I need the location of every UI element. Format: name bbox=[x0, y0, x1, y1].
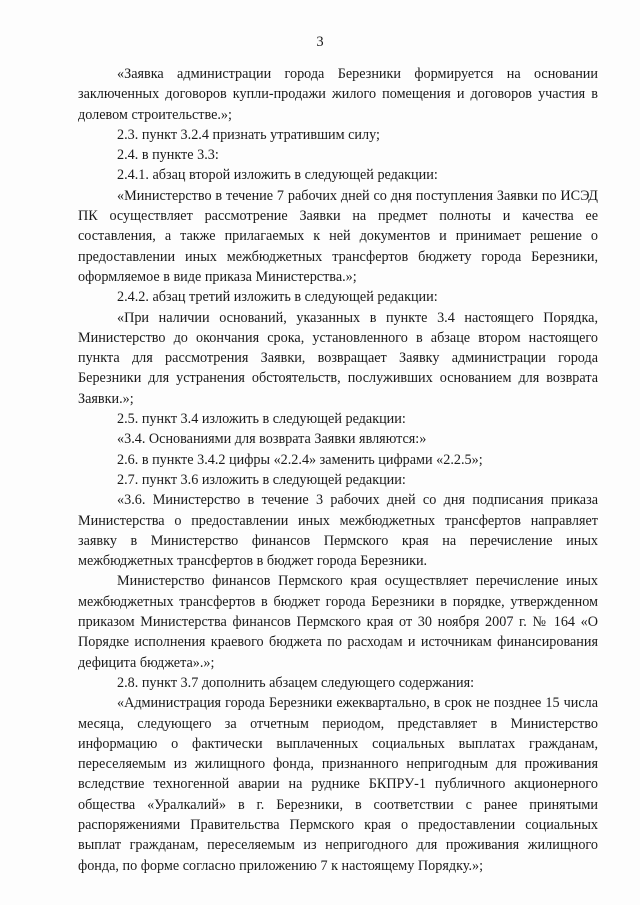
paragraph: 2.4.2. абзац третий изложить в следующей редакции: bbox=[117, 289, 438, 306]
page-number: 3 bbox=[316, 34, 324, 50]
paragraph: «3.4. Основаниями для возврата Заявки являются:» bbox=[117, 431, 427, 448]
paragraph: 2.4. в пункте 3.3: bbox=[117, 147, 219, 164]
paragraph: 2.3. пункт 3.2.4 признать утратившим силу; bbox=[117, 126, 380, 143]
paragraph: 2.4.1. абзац второй изложить в следующей редакции: bbox=[117, 167, 438, 184]
paragraph: Министерство финансов Пермского края осуществляет перечисление иных межбюджетных трансфертов в бюджет города Березники в порядке, утвержденном приказом Министерства финансов Пермского края от 30 ноября 2007 г. № 164 «О Порядке исполнения краевого бюджета по расходам и источникам финансирования дефицита бюджета».»; bbox=[78, 573, 598, 671]
document-body bbox=[78, 64, 598, 876]
paragraph: 2.8. пункт 3.7 дополнить абзацем следующего содержания: bbox=[117, 674, 475, 691]
paragraph: «Заявка администрации города Березники формируется на основании заключенных договоров купли-продажи жилого помещения и договоров участия в долевом строительстве.»; bbox=[78, 66, 598, 123]
paragraph: «3.6. Министерство в течение 3 рабочих дней со дня подписания приказа Министерства о предоставлении иных межбюджетных трансфертов направляет заявку в Министерство финансов Пермского края на перечисление иных межбюджетных трансфертов в бюджет города Березники. bbox=[78, 492, 598, 570]
paragraph: «При наличии оснований, указанных в пункте 3.4 настоящего Порядка, Министерство до окончания срока, установленного в абзаце втором настоящего пункта для рассмотрения Заявки, возвращает Заявку администрации города Березники для устранения обстоятельств, послуживших основанием для возврата Заявки.»; bbox=[78, 309, 598, 407]
paragraph: 2.6. в пункте 3.4.2 цифры «2.2.4» заменить цифрами «2.2.5»; bbox=[117, 451, 483, 468]
paragraph: «Министерство в течение 7 рабочих дней со дня поступления Заявки по ИСЭД ПК осуществляет рассмотрение Заявки на предмет полноты и качества ее составления, а также прилагаемых к ней документов и принимает решение о предоставлении иных межбюджетных трансфертов бюджету города Березники, оформляемое в виде приказа Министерства.»; bbox=[78, 187, 598, 285]
paragraph: 2.7. пункт 3.6 изложить в следующей редакции: bbox=[117, 471, 406, 488]
paragraph: 2.5. пункт 3.4 изложить в следующей редакции: bbox=[117, 411, 406, 428]
paragraph: «Администрация города Березники ежеквартально, в срок не позднее 15 числа месяца, следующего за отчетным периодом, представляет в Министерство информацию о фактически выплаченных социальных выплатах гражданам, переселяемым из жилищного фонда, признанного непригодным для проживания вследствие техногенной аварии на руднике БКПРУ-1 публичного акционерного общества «Уралкалий» в г. Березники, в соответствии с ранее принятыми распоряжениями Правительства Пермского края о предоставлении социальных выплат гражданам, переселяемым из непригодного для проживания жилищного фонда, по форме согласно приложению 7 к настоящему Порядку.»; bbox=[78, 695, 598, 874]
